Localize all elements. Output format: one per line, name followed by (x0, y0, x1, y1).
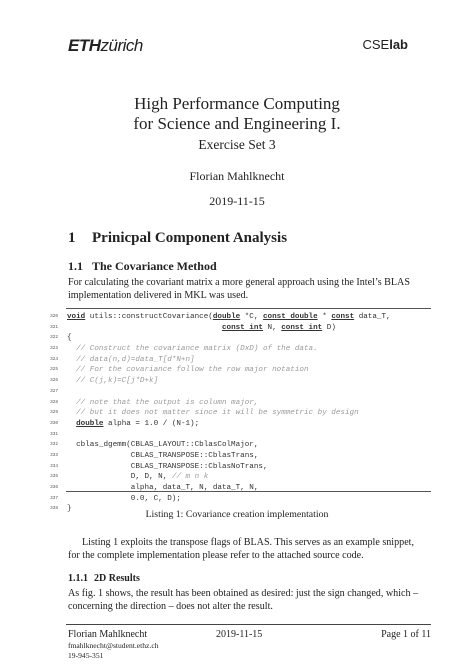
line-number: 330 (50, 420, 58, 426)
subsubsection-number: 1.1.1 (68, 573, 88, 584)
code-segment: CBLAS_TRANSPOSE::CblasNoTrans, (67, 462, 268, 471)
code-segment: N, (262, 323, 282, 332)
code-text (67, 398, 258, 409)
line-number: 336 (50, 485, 58, 490)
code-line (42, 398, 432, 409)
line-number: 329 (50, 410, 58, 416)
footer-email: fmahlknecht@student.ethz.ch (68, 641, 159, 650)
section-heading (68, 230, 287, 247)
eth-zurich-logo (68, 36, 143, 56)
code-text (67, 483, 258, 494)
document-subtitle: Exercise Set 3 (198, 137, 276, 152)
document-title-line1: High Performance Computing (134, 94, 340, 113)
code-line (42, 483, 432, 494)
logo-zurich-text: zürich (100, 36, 143, 55)
code-segment: // C(j,k)=C[j*D+k] (67, 377, 159, 386)
subsection-title: The Covariance Method (92, 259, 217, 273)
code-line (42, 365, 432, 376)
code-text (67, 355, 195, 366)
line-number: 320 (50, 314, 58, 319)
code-keyword: void (67, 313, 86, 321)
code-line (42, 323, 432, 334)
code-segment: // Construct the covariance matrix (DxD) of the data. (67, 345, 318, 354)
code-segment: cblas_dgemm(CBLAS_LAYOUT::CblasColMajor, (67, 441, 259, 450)
line-number: 321 (50, 324, 58, 330)
code-segment: CBLAS_TRANSPOSE::CblasTrans, (67, 451, 259, 460)
line-number: 337 (50, 495, 58, 501)
subsubsection-title: 2D Results (94, 573, 140, 584)
logo-cse-text: CSE (362, 37, 390, 52)
code-line (42, 408, 432, 419)
document-date: 2019-11-15 (209, 194, 265, 208)
code-segment: // but it does not matter since it will be symmetric by design (67, 409, 359, 418)
code-text (67, 419, 199, 430)
line-number: 333 (50, 452, 58, 458)
line-number: 322 (50, 335, 58, 341)
code-segment: D, D, N, (67, 473, 172, 482)
code-segment: alpha = 1.0 / (N-1); (103, 419, 200, 428)
section-title: Prinicpal Component Analysis (92, 230, 288, 246)
code-line (42, 312, 432, 323)
code-segment: D) (322, 323, 336, 332)
code-segment: 0.0, C, D); (67, 494, 181, 503)
code-text (67, 365, 309, 376)
code-text (67, 333, 72, 344)
logo-eth-text: ETH (68, 36, 101, 55)
footer-rule (66, 624, 431, 625)
code-keyword: double (212, 313, 241, 321)
code-keyword: const int (281, 323, 323, 332)
code-segment: // For the covariance follow the row major notation (67, 366, 309, 375)
code-segment: utils::constructCovariance( (85, 313, 213, 321)
code-segment: // note that the output is column major, (67, 398, 259, 407)
code-segment: * (317, 313, 332, 321)
section-number: 1 (68, 230, 76, 246)
document-title-line2: for Science and Engineering I. (133, 114, 341, 133)
footer-student-id: 19-945-351 (68, 651, 104, 660)
code-line (42, 419, 432, 430)
line-number: 325 (50, 367, 58, 373)
code-segment (67, 420, 76, 428)
footer-page-number: Page 1 of 11 (381, 629, 431, 640)
document-author: Florian Mahlknecht (189, 169, 285, 183)
listing-description-paragraph: Listing 1 exploits the transpose flags of BLAS. This serves as an example snippet, for the complete implementation please refer to the attached source code. (68, 537, 415, 561)
code-text (67, 440, 258, 451)
code-line (42, 494, 432, 505)
code-text (67, 312, 391, 323)
line-number: 323 (50, 346, 58, 352)
code-line (42, 333, 432, 344)
code-segment: // data(n,d)=data_T[d*N+n] (67, 355, 195, 364)
code-line (42, 387, 432, 398)
subsubsection-heading (68, 573, 140, 584)
line-number: 335 (50, 474, 58, 480)
code-line (42, 472, 432, 483)
subsection-number: 1.1 (68, 259, 83, 273)
line-number: 326 (50, 378, 58, 384)
cselab-logo (362, 37, 408, 52)
code-segment: alpha, data_T, N, data_T, N, (67, 484, 259, 492)
code-text (67, 408, 359, 419)
code-segment: { (67, 334, 72, 343)
code-line (42, 440, 432, 451)
line-number: 328 (50, 399, 58, 405)
code-segment (67, 324, 222, 332)
line-number: 324 (50, 356, 58, 362)
code-segment: } (67, 505, 72, 514)
code-text (67, 462, 268, 473)
listing-top-rule (66, 308, 431, 309)
code-keyword: const (331, 313, 355, 321)
code-segment: data_T, (354, 313, 391, 321)
code-keyword: const int (221, 323, 263, 332)
line-number: 332 (50, 442, 58, 448)
code-segment: *C, (240, 313, 263, 321)
line-number: 331 (50, 431, 58, 437)
listing-bottom-rule (66, 491, 431, 492)
code-line (42, 451, 432, 462)
code-text (67, 472, 208, 483)
code-line (42, 344, 432, 355)
footer-author-name: Florian Mahlknecht (68, 629, 148, 640)
code-keyword: const double (262, 313, 318, 321)
code-keyword: double (76, 419, 104, 428)
code-text (67, 323, 336, 334)
subsection-heading (68, 259, 217, 274)
code-line (42, 355, 432, 366)
line-number: 327 (50, 388, 58, 394)
code-text (67, 344, 318, 355)
code-text (67, 376, 158, 387)
listing-caption: Listing 1: Covariance creation implementation (145, 509, 329, 520)
code-listing (42, 312, 432, 515)
code-line (42, 376, 432, 387)
footer-date: 2019-11-15 (216, 629, 263, 640)
logo-lab-text: lab (389, 37, 408, 52)
line-number: 334 (50, 463, 58, 469)
results-paragraph: As fig. 1 shows, the result has been obtained as desired: just the sign changed, which – concerning the direction – does not alter the result. (68, 588, 419, 612)
code-line (42, 462, 432, 473)
code-line (42, 430, 432, 441)
code-comment: // m n k (171, 473, 209, 482)
code-text (67, 451, 258, 462)
code-text (67, 494, 181, 505)
line-number: 338 (50, 506, 58, 512)
intro-paragraph: For calculating the covariant matrix a more general approach using the Intel’s BLAS implementation delivered in MKL was used. (68, 277, 410, 301)
